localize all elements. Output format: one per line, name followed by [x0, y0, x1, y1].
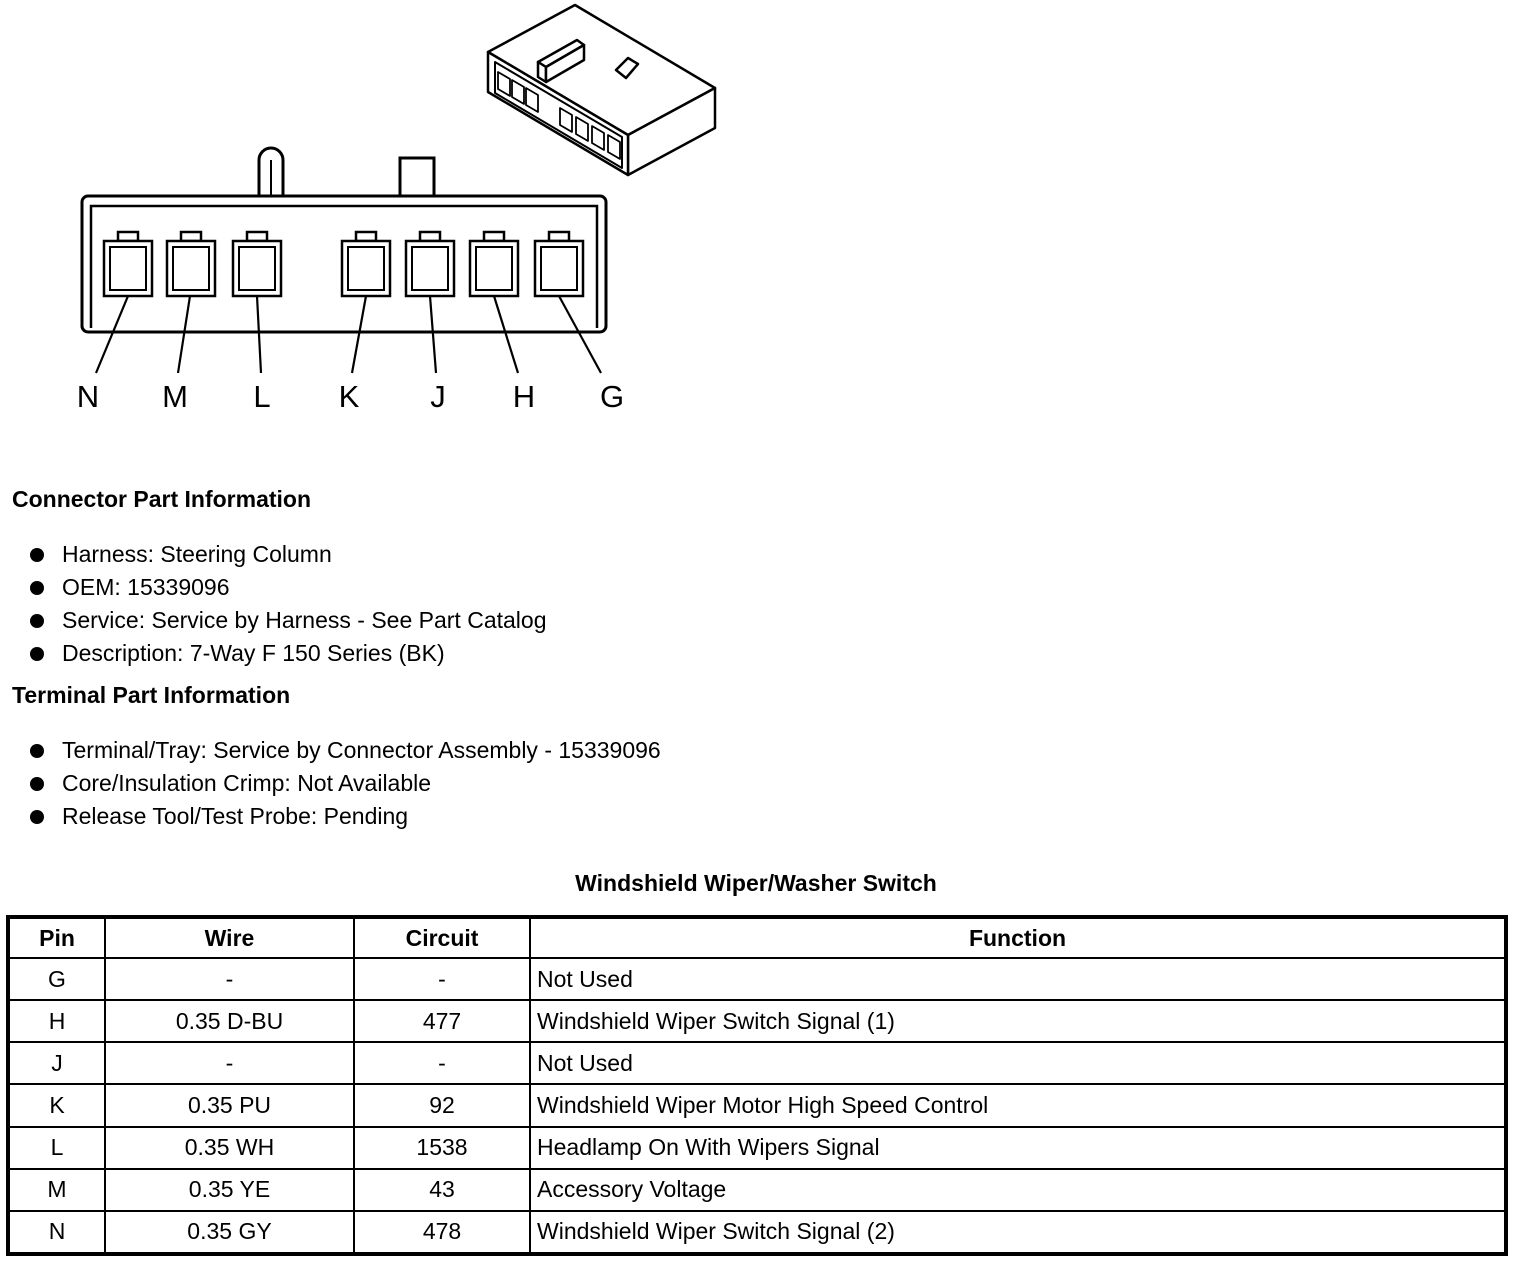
table-row	[8, 1211, 1506, 1254]
cavity-h	[470, 232, 518, 296]
column-header-function: Function	[530, 917, 1506, 958]
cell-circuit: 478	[354, 1211, 530, 1254]
cell-function: Windshield Wiper Switch Signal (2)	[530, 1211, 1506, 1254]
terminal-info-item	[0, 767, 661, 800]
table-row	[8, 1084, 1506, 1126]
terminal-info-item	[0, 800, 661, 833]
cell-circuit: 43	[354, 1169, 530, 1211]
connector-info-text: Description: 7-Way F 150 Series (BK)	[62, 640, 445, 666]
pin-label-k: K	[338, 379, 360, 414]
cell-wire: 0.35 PU	[105, 1084, 354, 1126]
connector-info-text: OEM: 15339096	[62, 574, 230, 600]
column-header-pin: Pin	[8, 917, 105, 958]
cavity-l	[233, 232, 281, 296]
table-title: Windshield Wiper/Washer Switch	[575, 870, 937, 896]
connector-diagram	[0, 0, 760, 430]
column-header-circuit: Circuit	[354, 917, 530, 958]
bullet-icon	[30, 581, 44, 595]
connector-cavities	[104, 232, 583, 296]
cell-pin: L	[8, 1127, 105, 1169]
cell-pin: J	[8, 1042, 105, 1084]
pin-label-l: L	[253, 379, 271, 414]
bullet-icon	[30, 548, 44, 562]
bullet-icon	[30, 810, 44, 824]
table-row	[8, 1169, 1506, 1211]
cell-pin: H	[8, 1000, 105, 1042]
terminal-info-heading: Terminal Part Information	[12, 682, 291, 708]
cell-circuit: 1538	[354, 1127, 530, 1169]
connector-3d-view	[488, 5, 715, 175]
connector-info-item	[0, 637, 546, 670]
bullet-icon	[30, 744, 44, 758]
cell-function: Accessory Voltage	[530, 1169, 1506, 1211]
bullet-icon	[30, 777, 44, 791]
cell-function: Not Used	[530, 1042, 1506, 1084]
terminal-info-list	[0, 734, 661, 833]
cell-pin: N	[8, 1211, 105, 1254]
cell-function: Headlamp On With Wipers Signal	[530, 1127, 1506, 1169]
cavity-k	[342, 232, 390, 296]
bullet-icon	[30, 614, 44, 628]
pin-labels	[77, 379, 624, 414]
pin-label-n: N	[76, 379, 100, 414]
cell-function: Windshield Wiper Motor High Speed Control	[530, 1084, 1506, 1126]
connector-info-text: Service: Service by Harness - See Part Catalog	[62, 607, 547, 633]
connector-info-item	[0, 604, 546, 637]
terminal-info-text: Terminal/Tray: Service by Connector Assembly - 15339096	[62, 737, 661, 763]
cell-wire: 0.35 WH	[105, 1127, 354, 1169]
terminal-info-text: Core/Insulation Crimp: Not Available	[62, 770, 432, 796]
table-row	[8, 958, 1506, 1000]
connector-info-text: Harness: Steering Column	[62, 541, 332, 567]
column-header-wire: Wire	[105, 917, 354, 958]
cell-function: Not Used	[530, 958, 1506, 1000]
cavity-j	[406, 232, 454, 296]
pin-label-h: H	[512, 379, 536, 414]
cell-wire: 0.35 D-BU	[105, 1000, 354, 1042]
table-row	[8, 1127, 1506, 1169]
table-row	[8, 1042, 1506, 1084]
cell-pin: G	[8, 958, 105, 1000]
connector-info-item	[0, 538, 546, 571]
pin-function-table	[6, 915, 1508, 1256]
cell-wire: 0.35 GY	[105, 1211, 354, 1254]
cell-circuit: -	[354, 1042, 530, 1084]
connector-info-heading: Connector Part Information	[12, 486, 312, 512]
cell-pin: M	[8, 1169, 105, 1211]
connector-info-list	[0, 538, 546, 670]
terminal-info-item	[0, 734, 661, 767]
table-row	[8, 1000, 1506, 1042]
cell-function: Windshield Wiper Switch Signal (1)	[530, 1000, 1506, 1042]
bullet-icon	[30, 647, 44, 661]
terminal-info-text: Release Tool/Test Probe: Pending	[62, 803, 409, 829]
pin-label-g: G	[599, 379, 625, 414]
cell-circuit: 92	[354, 1084, 530, 1126]
connector-info-item	[0, 571, 546, 604]
cell-pin: K	[8, 1084, 105, 1126]
cell-wire: 0.35 YE	[105, 1169, 354, 1211]
cell-circuit: -	[354, 958, 530, 1000]
table-header-row	[8, 917, 1506, 958]
cavity-g	[535, 232, 583, 296]
cell-wire: -	[105, 958, 354, 1000]
cavity-n	[104, 232, 152, 296]
cell-circuit: 477	[354, 1000, 530, 1042]
pin-label-m: M	[162, 379, 188, 414]
pin-label-j: J	[430, 379, 446, 414]
cell-wire: -	[105, 1042, 354, 1084]
cavity-m	[167, 232, 215, 296]
